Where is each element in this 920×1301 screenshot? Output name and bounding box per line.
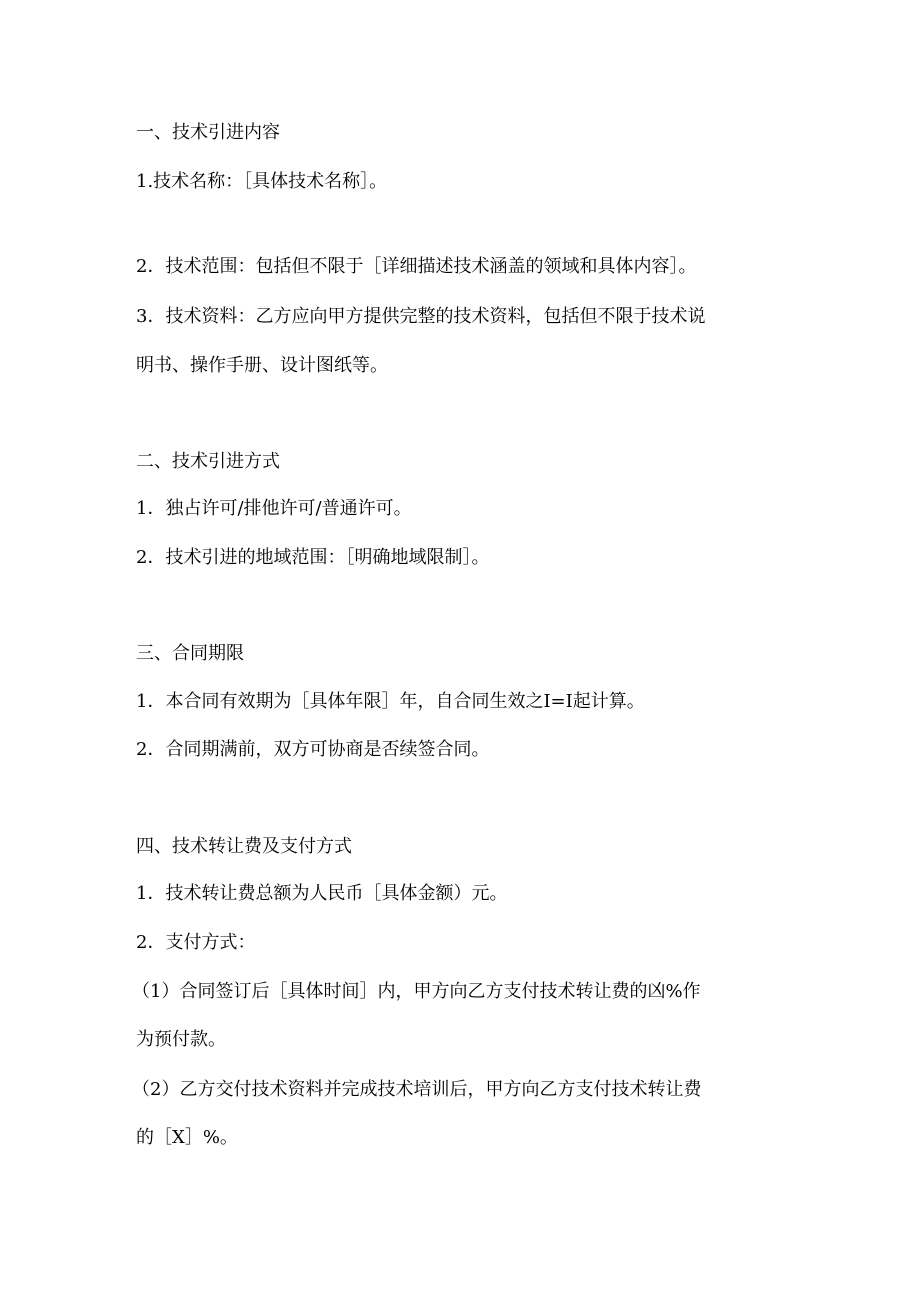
section-1-item-3-continued: 明书、操作手册、设计图纸等。 [136,355,388,376]
section-4-subitem-2-continued: 的［X］%。 [136,1127,238,1148]
section-2-item-1: 1．独占许可/排他许可/普通许可。 [136,498,412,519]
section-3-item-2: 2．合同期满前，双方可协商是否续签合同。 [136,739,490,760]
section-1-item-1: 1.技术名称：［具体技术名称］。 [136,171,388,192]
section-4-item-2: 2．支付方式： [136,932,256,953]
section-4-heading: 四、技术转让费及支付方式 [136,836,352,857]
section-3-item-1: 1．本合同有效期为［具体年限］年，自合同生效之I=I起计算。 [136,691,645,712]
section-1-item-3: 3．技术资料：乙方应向甲方提供完整的技术资料，包括但不限于技术说 [136,306,706,327]
section-4-item-1: 1．技术转让费总额为人民币［具体金额）元。 [136,883,508,904]
section-3-heading: 三、合同期限 [136,643,244,664]
section-2-item-2: 2．技术引进的地域范围：［明确地域限制］。 [136,547,490,568]
section-2-heading: 二、技术引进方式 [136,451,280,472]
section-4-subitem-1: （1）合同签订后［具体时间］内，甲方向乙方支付技术转让费的凶%作 [132,981,701,1002]
section-1-heading: 一、技术引进内容 [136,122,280,143]
section-4-subitem-2: （2）乙方交付技术资料并完成技术培训后，甲方向乙方支付技术转让费 [132,1079,702,1100]
section-1-item-2: 2．技术范围：包括但不限于［详细描述技术涵盖的领域和具体内容］。 [136,256,697,277]
section-4-subitem-1-continued: 为预付款。 [136,1029,226,1050]
